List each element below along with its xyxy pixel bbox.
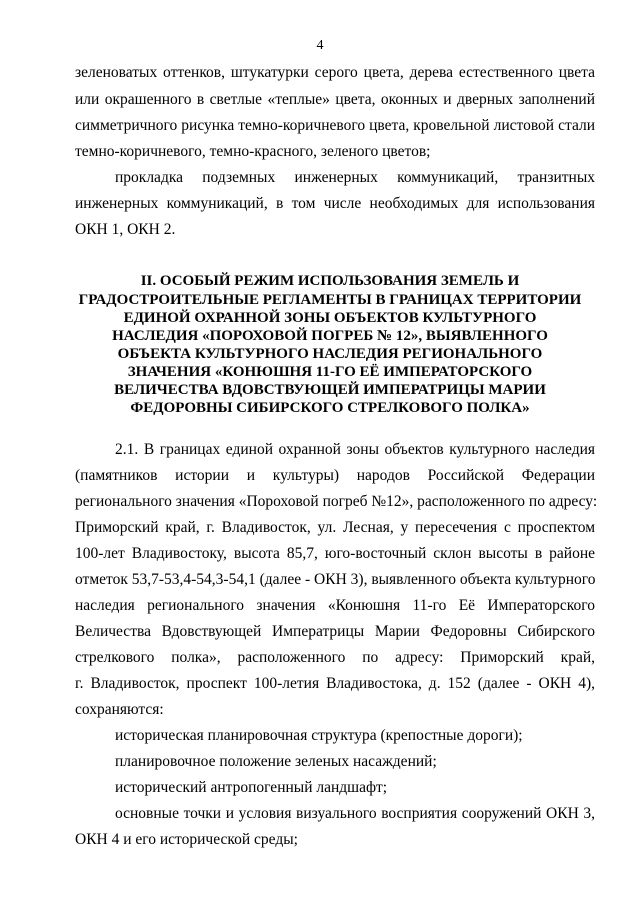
clause-line: Приморский край, г. Владивосток, ул. Лесная, у пересечения с проспектом	[75, 519, 595, 536]
heading-line: II. ОСОБЫЙ РЕЖИМ ИСПОЛЬЗОВАНИЯ ЗЕМЕЛЬ И	[140, 273, 520, 289]
heading-line: ОБЪЕКТА КУЛЬТУРНОГО НАСЛЕДИЯ РЕГИОНАЛЬНОГО	[117, 346, 543, 362]
page-number: 4	[316, 38, 324, 53]
heading-line: ФЕДОРОВНЫ СИБИРСКОГО СТРЕЛКОВОГО ПОЛКА»	[130, 400, 530, 416]
clause-line: Величества Вдовствующей Императрицы Марии Федоровны Сибирского	[75, 623, 595, 640]
paragraph-line: темно-коричневого, темно-красного, зеленого цветов;	[75, 143, 431, 160]
clause-line: г. Владивосток, проспект 100-летия Владивостока, д. 152 (далее - ОКН 4),	[75, 675, 595, 692]
paragraph-line: или окрашенного в светлые «теплые» цвета, оконных и дверных заполнений	[75, 91, 595, 108]
heading-line: ГРАДОСТРОИТЕЛЬНЫЕ РЕГЛАМЕНТЫ В ГРАНИЦАХ ТЕРРИТОРИИ	[78, 292, 582, 308]
list-item: исторический антропогенный ландшафт;	[115, 779, 388, 796]
paragraph-line: симметричного рисунка темно-коричневого цвета, кровельной листовой стали	[75, 117, 595, 134]
paragraph-line: прокладка подземных инженерных коммуникаций, транзитных	[115, 169, 595, 186]
paragraph-line: ОКН 1, ОКН 2.	[75, 221, 176, 238]
heading-line: НАСЛЕДИЯ «ПОРОХОВОЙ ПОГРЕБ № 12», ВЫЯВЛЕННОГО	[112, 328, 548, 344]
heading-line: ЗНАЧЕНИЯ «КОНЮШНЯ 11-ГО ЕЁ ИМПЕРАТОРСКОГО	[127, 364, 533, 380]
clause-line: сохраняются:	[75, 701, 164, 718]
paragraph-line: зеленоватых оттенков, штукатурки серого цвета, дерева естественного цвета	[75, 64, 595, 81]
clause-line: 100-лет Владивостоку, высота 85,7, юго-восточный склон высоты в районе	[75, 545, 595, 562]
heading-line: ВЕЛИЧЕСТВА ВДОВСТВУЮЩЕЙ ИМПЕРАТРИЦЫ МАРИИ	[114, 382, 546, 398]
list-item: планировочное положение зеленых насаждений;	[115, 753, 437, 770]
list-item: историческая планировочная структура (крепостные дороги);	[115, 727, 523, 744]
clause-line: наследия регионального значения «Конюшня 11-го Её Императорского	[75, 597, 595, 614]
list-item-continuation: ОКН 4 и его исторической среды;	[75, 831, 298, 848]
clause-line: регионального значения «Пороховой погреб №12», расположенного по адресу:	[75, 493, 598, 510]
clause-line: 2.1. В границах единой охранной зоны объектов культурного наследия	[115, 441, 595, 458]
clause-line: (памятников истории и культуры) народов Российской Федерации	[75, 467, 595, 484]
clause-line: стрелкового полка», расположенного по адресу: Приморский край,	[75, 649, 595, 666]
list-item: основные точки и условия визуального восприятия сооружений ОКН 3,	[115, 805, 595, 822]
paragraph-line: инженерных коммуникаций, в том числе необходимых для использования	[75, 195, 595, 212]
clause-line: отметок 53,7-53,4-54,3-54,1 (далее - ОКН 3), выявленного объекта культурного	[75, 571, 596, 588]
heading-line: ЕДИНОЙ ОХРАННОЙ ЗОНЫ ОБЪЕКТОВ КУЛЬТУРНОГО	[123, 310, 537, 326]
